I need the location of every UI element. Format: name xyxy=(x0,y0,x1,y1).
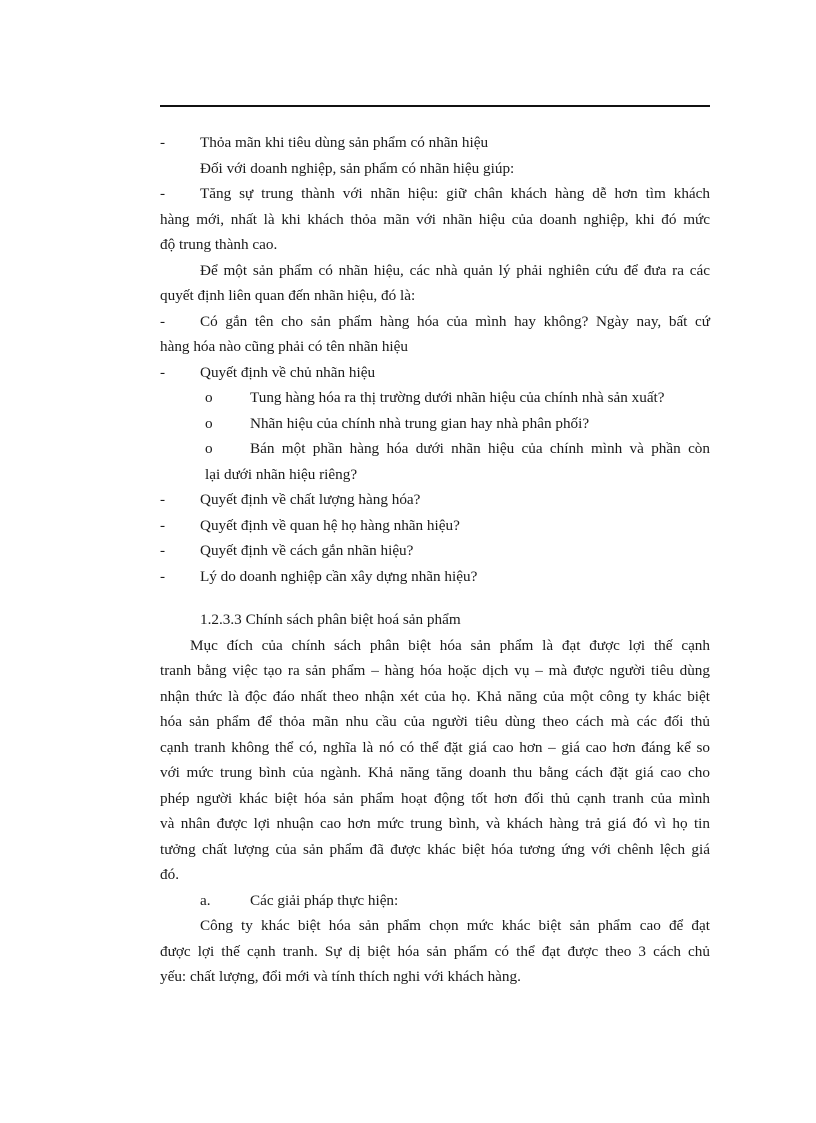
bullet-dash: - xyxy=(160,542,166,559)
list-item-text xyxy=(200,181,710,207)
sub-list-item xyxy=(160,411,710,437)
paragraph-line: đó. xyxy=(160,866,179,883)
list-item xyxy=(160,513,710,539)
list-item xyxy=(160,309,710,335)
paragraph-line: tranh bằng việc tạo ra sản phẩm – hàng hóa hoặc dịch vụ – mà được người tiêu dùng xyxy=(160,662,710,679)
sub-heading-label: a. xyxy=(200,891,211,909)
bullet-dash: - xyxy=(160,134,166,151)
paragraph-line: quyết định liên quan đến nhãn hiệu, đó là: xyxy=(160,287,416,304)
list-item-text: Quyết định về cách gắn nhãn hiệu? xyxy=(200,542,414,559)
paragraph-line: hàng mới, nhất là khi khách thỏa mãn với nhãn hiệu của doanh nghiệp, khi đó mức xyxy=(160,210,710,228)
list-item xyxy=(160,181,710,207)
sub-heading xyxy=(160,888,710,914)
list-item xyxy=(160,564,710,590)
sub-heading-text: Các giải pháp thực hiện: xyxy=(250,891,399,909)
document-body xyxy=(160,130,710,990)
header-rule xyxy=(160,105,710,107)
paragraph-line: yếu: chất lượng, đổi mới và tính thích nghi với khách hàng. xyxy=(160,968,521,985)
paragraph-line: hàng hóa nào cũng phải có tên nhãn hiệu xyxy=(160,338,408,355)
paragraph-line: Công ty khác biệt hóa sản phẩm chọn mức khác biệt sản phẩm cao để đạt xyxy=(200,917,710,934)
bullet-dash: - xyxy=(160,491,166,508)
list-item xyxy=(160,130,710,156)
sub-list-item xyxy=(160,385,710,411)
list-item-text: Quyết định về quan hệ họ hàng nhãn hiệu? xyxy=(200,516,460,534)
list-item-text: Quyết định về chất lượng hàng hóa? xyxy=(200,491,421,508)
paragraph-line: cạnh tranh không thể có, nghĩa là nó có thể đặt giá cao hơn – giá cao hơn đáng kể so xyxy=(160,738,710,756)
text-run: Tăng sự trung thành với nhãn hiệu: giữ chân khách hàng dễ hơn tìm khách xyxy=(200,185,710,202)
paragraph-line: nhận thức là độc đáo nhất theo nhận xét của họ. Khả năng của một công ty khác biệt xyxy=(160,687,710,705)
list-item xyxy=(160,360,710,386)
list-item-text: Thỏa mãn khi tiêu dùng sản phẩm có nhãn hiệu xyxy=(200,134,489,151)
paragraph-line: Mục đích của chính sách phân biệt hóa sản phẩm là đạt được lợi thế cạnh xyxy=(190,636,710,654)
paragraph-line: phép người khác biệt hóa sản phẩm hoạt động tốt hơn đối thủ cạnh tranh của mình xyxy=(160,789,710,807)
bullet-dash: - xyxy=(160,185,166,202)
paragraph-line: lại dưới nhãn hiệu riêng? xyxy=(205,465,358,483)
bullet-dash: - xyxy=(160,312,166,330)
paragraph-line: được lợi thế cạnh tranh. Sự dị biệt hóa sản phẩm có thể đạt được theo 3 cách chủ xyxy=(160,942,710,960)
paragraph-line: với mức trung bình của ngành. Khả năng tăng doanh thu bằng cách đặt giá cao cho xyxy=(160,764,710,781)
sub-list-item xyxy=(160,436,710,462)
paragraph-line: và nhân được lợi nhuận cao hơn mức trung bình, và khách hàng trả giá đó vì họ tin xyxy=(160,815,710,832)
paragraph-line: Đối với doanh nghiệp, sản phẩm có nhãn hiệu giúp: xyxy=(200,159,515,177)
bullet-dash: - xyxy=(160,516,166,534)
bullet-circle: o xyxy=(205,414,213,432)
list-item xyxy=(160,538,710,564)
paragraph-line: độ trung thành cao. xyxy=(160,236,278,253)
list-item xyxy=(160,487,710,513)
bullet-dash: - xyxy=(160,567,166,585)
paragraph-line: Để một sản phẩm có nhãn hiệu, các nhà quản lý phải nghiên cứu để đưa ra các xyxy=(200,261,710,279)
bullet-circle: o xyxy=(205,389,213,406)
bullet-circle: o xyxy=(205,440,213,457)
section-heading: 1.2.3.3 Chính sách phân biệt hoá sản phẩm xyxy=(200,611,461,628)
paragraph-line: tưởng chất lượng của sản phẩm đã được khác biệt hóa tương ứng với chênh lệch giá xyxy=(160,840,710,858)
list-item-text: Quyết định về chủ nhãn hiệu xyxy=(200,363,376,381)
sub-list-item-text: Nhãn hiệu của chính nhà trung gian hay nhà phân phối? xyxy=(250,414,590,432)
sub-list-item-text: Bán một phần hàng hóa dưới nhãn hiệu của chính mình và phần còn xyxy=(250,440,710,457)
bullet-dash: - xyxy=(160,363,166,381)
paragraph-line: hóa sản phẩm để thỏa mãn nhu cầu của người tiêu dùng theo cách mà các đối thủ xyxy=(160,713,710,730)
spacer xyxy=(160,589,710,601)
list-item-text: Có gắn tên cho sản phẩm hàng hóa của mình hay không? Ngày nay, bất cứ xyxy=(200,312,710,330)
sub-list-item-text: Tung hàng hóa ra thị trường dưới nhãn hiệu của chính nhà sản xuất? xyxy=(250,389,665,406)
list-item-text: Lý do doanh nghiệp cần xây dựng nhãn hiệu? xyxy=(200,567,478,585)
